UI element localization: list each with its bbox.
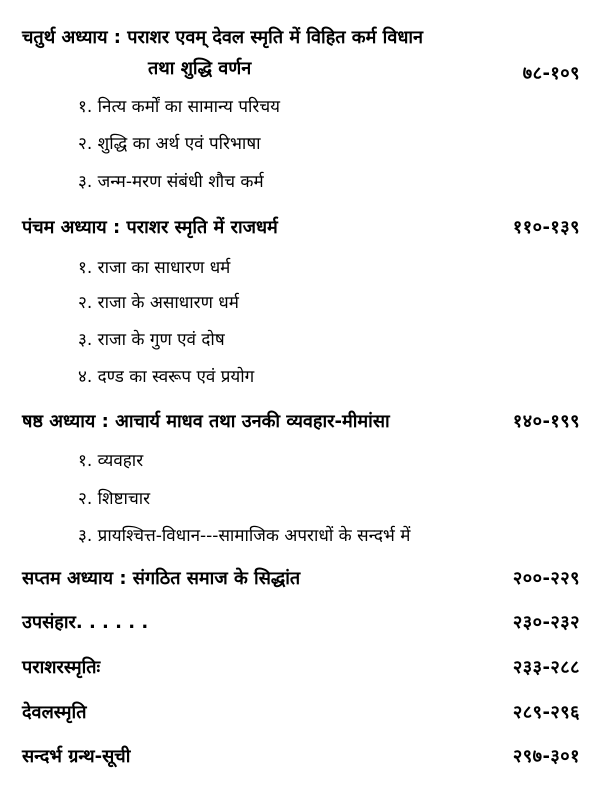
chapter-5-item-3: ३. राजा के गुण एवं दोष <box>78 330 225 350</box>
chapter-5-item-1: १. राजा का साधारण धर्म <box>78 258 231 278</box>
chapter-7-pages: २००-२२९ <box>512 568 580 589</box>
chapter-5-pages: ११०-१३९ <box>512 217 580 238</box>
chapter-6-item-1: १. व्यवहार <box>78 451 144 471</box>
chapter-6-pages: १४०-१९९ <box>512 411 580 432</box>
parashar-smriti-title: पराशरस्मृतिः <box>22 657 101 678</box>
chapter-4-item-1: १. नित्य कर्मों का सामान्य परिचय <box>78 97 280 117</box>
chapter-5-title: पंचम अध्याय : पराशर स्मृति में राजधर्म <box>22 217 278 238</box>
bibliography-title: सन्दर्भ ग्रन्थ-सूची <box>22 746 131 767</box>
chapter-5-item-4: ४. दण्ड का स्वरूप एवं प्रयोग <box>78 367 255 387</box>
chapter-5-item-2: २. राजा के असाधारण धर्म <box>78 293 239 313</box>
bibliography-pages: २९७-३०१ <box>512 746 580 767</box>
chapter-4-title: चतुर्थ अध्याय : पराशर एवम् देवल स्मृति में विहित कर्म विधान <box>22 27 424 48</box>
chapter-4-pages: ७८-१०९ <box>522 63 580 84</box>
deval-smriti-title: देवलस्मृति <box>22 702 87 723</box>
chapter-6-item-3: ३. प्रायश्चित्त-विधान---सामाजिक अपराधों के सन्दर्भ में <box>78 526 411 546</box>
parashar-smriti-pages: २३३-२८८ <box>512 657 580 678</box>
chapter-6-title: षष्ठ अध्याय : आचार्य माधव तथा उनकी व्यवहार-मीमांसा <box>22 411 390 432</box>
chapter-7-title: सप्तम अध्याय : संगठित समाज के सिद्धांत <box>22 568 301 589</box>
conclusion-pages: २३०-२३२ <box>512 612 580 633</box>
chapter-4-item-2: २. शुद्धि का अर्थ एवं परिभाषा <box>78 134 261 154</box>
chapter-4-title-continued: तथा शुद्धि वर्णन <box>148 58 252 79</box>
chapter-4-item-3: ३. जन्म-मरण संबंधी शौच कर्म <box>78 172 264 192</box>
conclusion-title: उपसंहार. . . . . . <box>22 612 149 633</box>
deval-smriti-pages: २८९-२९६ <box>512 702 580 723</box>
chapter-6-item-2: २. शिष्टाचार <box>78 489 151 509</box>
